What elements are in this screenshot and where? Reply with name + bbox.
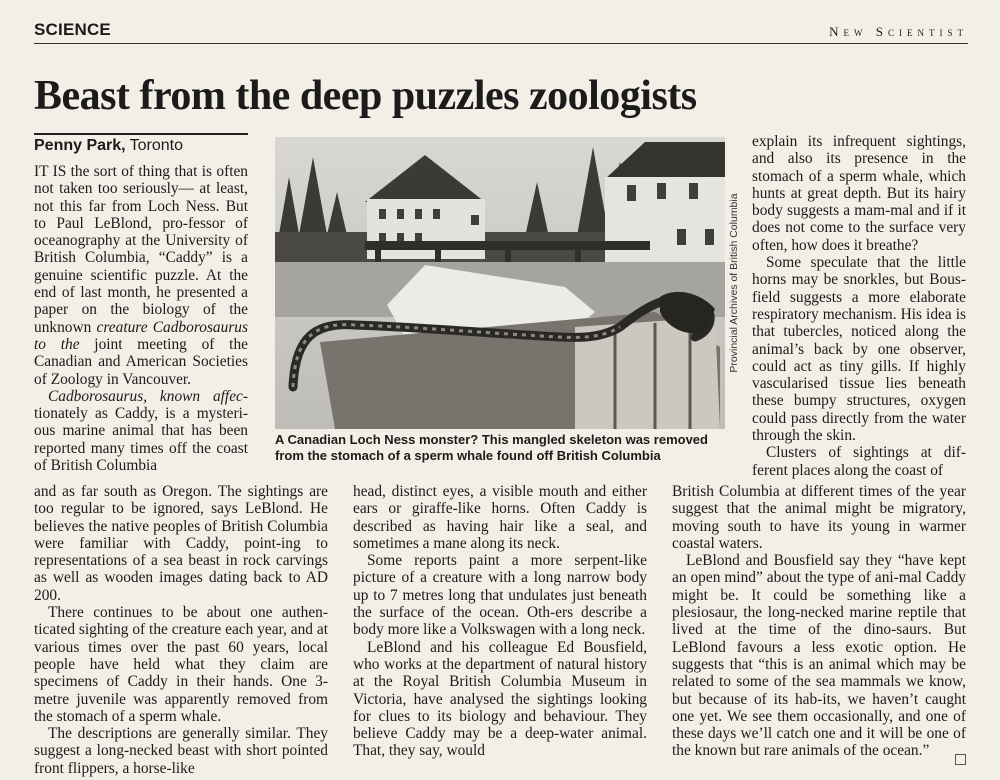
text-line: ing to representations of a sea beast in rock	[34, 534, 328, 570]
paragraph	[353, 639, 647, 760]
text-line: observer, could act as tiny gills.	[752, 340, 966, 375]
paragraph	[34, 604, 328, 725]
text-line: deep-water animal. That, they say, would	[353, 725, 647, 760]
text-line: mammals we know, but because of its hab-	[672, 673, 967, 708]
text-line: mal Caddy might be. It could be something	[672, 569, 967, 604]
text-line: mal and if it does not come to	[752, 202, 967, 237]
paragraph	[752, 444, 966, 479]
text-line: local people have held what they claim are	[34, 638, 328, 673]
byline-location: Toronto	[129, 137, 183, 154]
text-line: the surface very often, how	[752, 219, 966, 254]
section-label: SCIENCE	[34, 20, 111, 39]
paragraph	[672, 483, 966, 552]
photo-credit-text: Provincial Archives of British Columbia	[728, 193, 740, 373]
text-line: respiratory mechanism. His idea	[752, 305, 952, 323]
text-line: Caddy is described as having hair like a	[353, 500, 647, 535]
text-line: short pointed front flippers, a horse-like	[34, 742, 328, 777]
text-line: carvings as well as wooden images dating	[34, 552, 328, 587]
text-line: at least, not this far from Loch	[34, 180, 249, 215]
text-line: kept an open mind” about the type of ani-	[672, 552, 966, 587]
text-line: oxygen could pass directly from	[752, 392, 966, 427]
text-line: but rare animals of the ocean.”	[740, 742, 930, 760]
text-line: ferent places along the coast of	[752, 461, 944, 479]
paragraph	[353, 483, 647, 552]
paragraph	[34, 163, 248, 388]
text-line: back to AD 200.	[34, 569, 329, 604]
text-line: which may be related to some of the sea	[672, 655, 966, 691]
byline	[34, 137, 183, 155]
text-line: which hunts at great depth. But	[752, 167, 966, 202]
text-line: Some reports paint a more serpent-like	[367, 552, 647, 570]
text-line: picture of a creature with a long narrow	[353, 569, 611, 587]
text-line: seal, and sometimes a mane along its neck.	[353, 517, 647, 552]
paragraph	[34, 388, 248, 474]
text-line: explain its infrequent sightings,	[752, 133, 966, 150]
text-line: the biology of the unknown	[34, 301, 249, 336]
text-line: Cadborosaurus, known affec-	[48, 387, 248, 405]
end-of-article-mark	[955, 754, 966, 765]
photo-illustration	[275, 137, 725, 429]
text-line: creature Cadborosaurus to the	[34, 318, 248, 353]
text-line: like a plesiosaur, the long-necked marine	[672, 586, 966, 622]
paragraph	[34, 725, 328, 777]
paragraph	[752, 133, 966, 254]
text-line: Ness. But to Paul LeBlond, pro-	[34, 197, 248, 232]
text-line: horns may be snorkles, but Bous-	[752, 271, 966, 289]
text-line: in warmer coastal waters.	[672, 517, 966, 552]
text-line: “Caddy” is a genuine scientific	[34, 249, 248, 284]
text-line: been reported many times off	[34, 422, 248, 457]
byline-rule	[34, 133, 248, 135]
text-line: sightings looking for clues to its biology and	[353, 690, 647, 725]
text-line: IT IS the sort of thing that is	[34, 163, 213, 180]
header-rule	[34, 43, 968, 44]
text-line: Clusters of sightings at dif-	[766, 444, 966, 462]
text-line: British Columbia at different times of the	[672, 483, 935, 500]
text-line: saurs. But LeBlond favours a less exotic	[672, 621, 966, 656]
text-line: occasionally, and one of these days we’ll	[672, 707, 966, 743]
text-line: behaviour. They believe Caddy may be a	[353, 707, 647, 743]
text-line: puzzle. At the end of last	[34, 266, 248, 302]
text-line: just beneath the surface of the ocean. Oth-	[353, 586, 647, 622]
text-line: either ears or giraffe-like horns. Often	[353, 483, 647, 518]
text-line: stomach of a sperm whale,	[752, 167, 923, 185]
text-line: fessor of oceanography at the	[34, 214, 248, 250]
column-1-top	[34, 163, 248, 474]
byline-author: Penny Park,	[34, 137, 126, 154]
text-line: They suggest a long-necked beast with	[34, 725, 328, 760]
text-line: the coast of British Columbia	[34, 439, 248, 475]
text-line: University of British Columbia,	[34, 232, 248, 267]
paragraph	[752, 254, 966, 444]
text-line: ticated sighting of the creature each year,	[34, 621, 287, 639]
text-line: its hairy body suggests a mam-	[752, 184, 966, 220]
text-line: He believes the native peoples of British	[34, 500, 328, 535]
text-line: ous marine animal that has	[34, 422, 212, 440]
text-line: option. He suggests that “this is an animal	[672, 638, 966, 673]
photo-caption	[275, 432, 730, 464]
photo-credit	[726, 138, 742, 428]
column-3-top	[752, 133, 966, 479]
text-line: are too regular to be ignored, says LeBlond.	[34, 483, 328, 518]
text-line: There continues to be about one authen-	[48, 604, 328, 622]
text-line: does it breathe?	[821, 236, 919, 254]
text-line: beneath these bumpy structures,	[752, 375, 966, 410]
text-line: its, we haven’t caught one yet. We see them	[672, 690, 966, 725]
column-3-bottom	[672, 483, 966, 760]
paragraph	[34, 483, 328, 604]
text-line: specimens of Caddy in their hands. One 3-	[34, 673, 328, 691]
text-line: body up to 7 metres long that undulates	[353, 569, 647, 604]
text-line: and at various times over the past 60 years,	[34, 621, 328, 656]
caption-line: A Canadian Loch Ness monster? This mangled skeleton was removed	[275, 432, 708, 447]
paragraph	[672, 552, 966, 760]
text-line: Museum in Victoria, have analysed the	[353, 673, 647, 708]
text-line: the water through the skin.	[752, 409, 966, 445]
text-line: head, distinct eyes, a visible mouth and	[353, 483, 607, 500]
text-line: LeBlond and his colleague Ed Bousfield,	[367, 638, 647, 656]
text-line: month, he presented a paper on	[34, 284, 248, 319]
text-line: year suggest that the animal might be	[672, 483, 966, 518]
text-line: Some speculate that the little	[766, 254, 966, 272]
text-line: LeBlond and Bousfield say they “have	[686, 552, 934, 570]
text-line: with a long neck.	[539, 621, 646, 639]
text-line: the animal’s back by one	[752, 323, 966, 358]
text-line: tionately as Caddy, is a mysteri-	[34, 405, 248, 423]
text-line: The descriptions are generally similar.	[48, 725, 291, 743]
headline: Beast from the deep puzzles zoologists	[34, 73, 697, 119]
text-line: Columbia were familiar with Caddy, point-	[34, 517, 328, 552]
text-line: metre juvenile was apparently removed	[34, 690, 291, 708]
paragraph	[353, 552, 647, 638]
text-line: often not taken too seriously—	[34, 163, 248, 198]
text-line: catch one and it will be one of the known	[672, 725, 966, 760]
magazine-name: New Scientist	[829, 24, 968, 39]
text-line: If highly vascularised tissue lies	[752, 357, 966, 393]
text-line: and also its presence in the	[752, 150, 966, 168]
text-line: and as far south as Oregon. The sightings	[34, 483, 304, 500]
text-line: from the stomach of a sperm whale.	[34, 690, 329, 725]
caption-line: from the stomach of a sperm whale found off British Columbia	[275, 448, 661, 463]
text-line: migratory, moving south to have its young	[672, 500, 966, 535]
article-photo	[275, 137, 725, 429]
text-line: history at the Royal British Columbia	[353, 655, 647, 691]
text-line: Zoology in Vancouver.	[50, 370, 192, 388]
text-line: field suggests a more elaborate	[752, 288, 966, 306]
column-2	[353, 483, 647, 760]
text-line: is that tubercles, noticed along	[752, 305, 966, 341]
text-line: joint meeting of the Canadian	[34, 335, 248, 371]
text-line: who works at the department of natural	[353, 655, 600, 673]
column-1-bottom	[34, 483, 328, 777]
text-line: ers describe a body more like a Volkswagen	[353, 604, 647, 639]
text-line: reptile that lived at the time of the dino-	[672, 604, 966, 639]
text-line: and American Societies of	[34, 353, 248, 388]
